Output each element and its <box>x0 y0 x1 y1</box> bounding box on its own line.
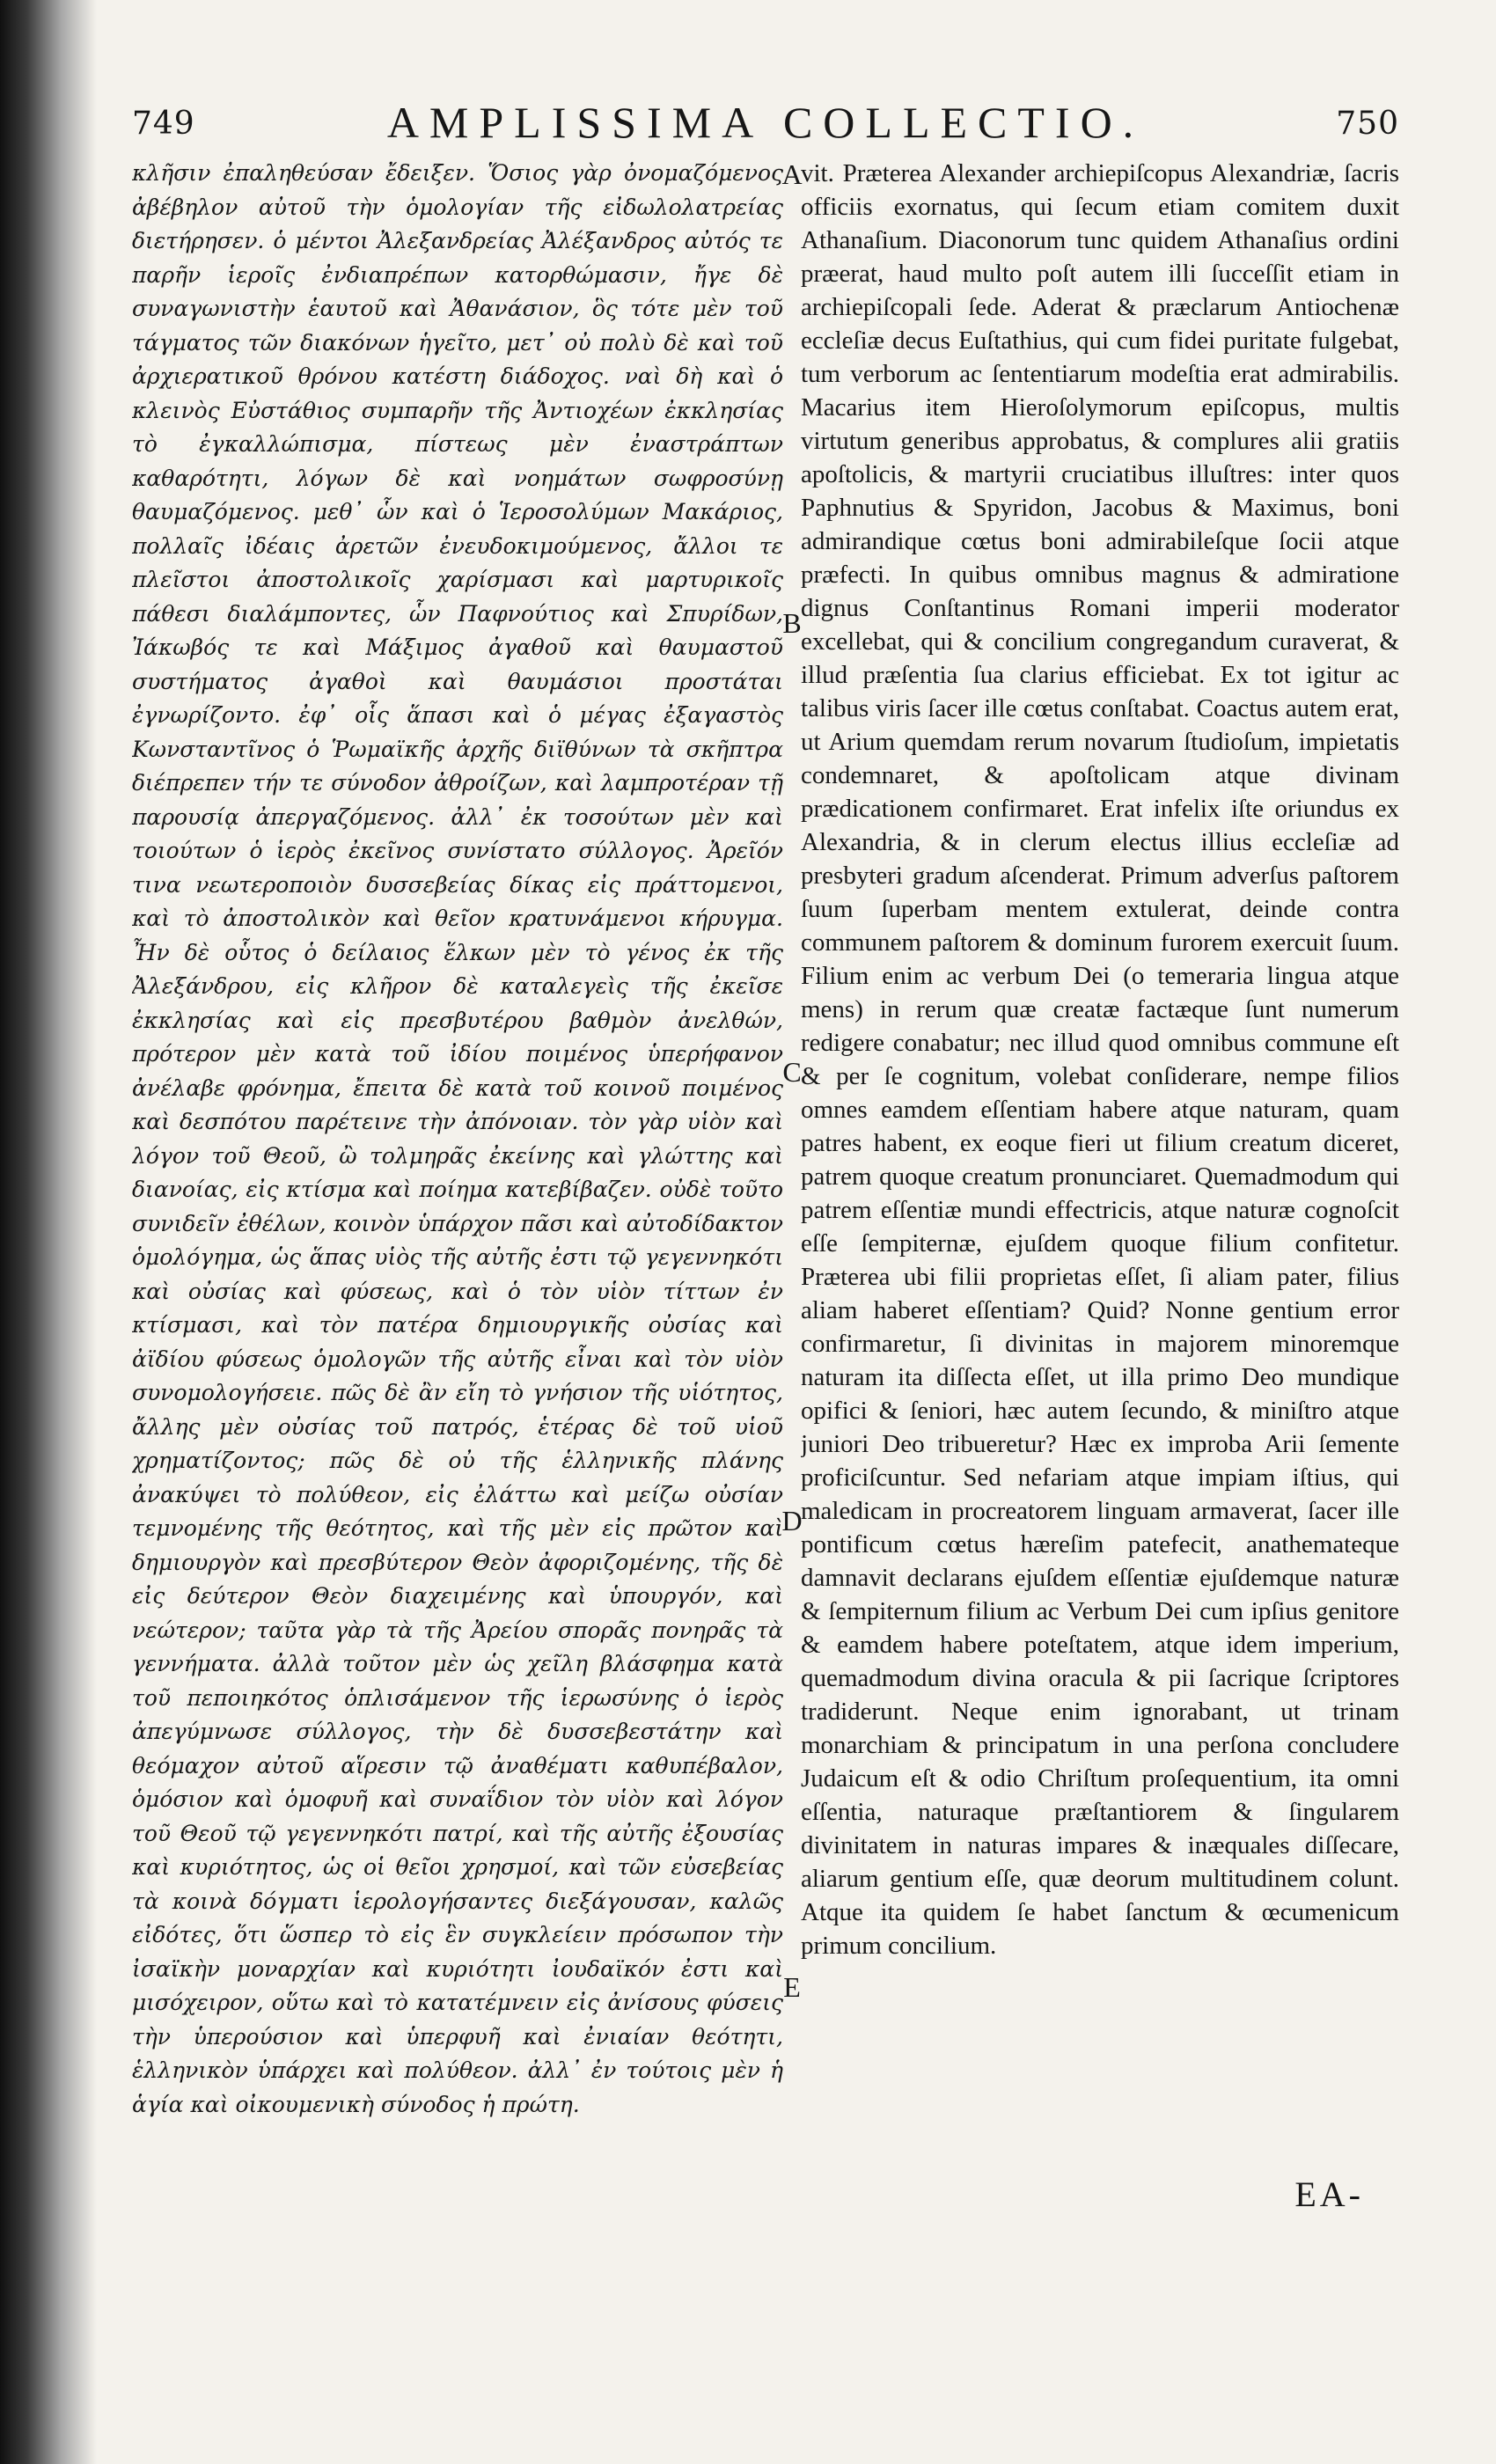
greek-column <box>132 157 783 2269</box>
running-head <box>132 97 1399 158</box>
page-number-right: 750 <box>1336 106 1399 142</box>
section-marker-c: C <box>782 1056 802 1088</box>
latin-column <box>801 157 1399 2269</box>
latin-text: vit. Præterea Alexander archiepiſcopus Alexandriæ, ſacris officiis exornatus, qui ſecum etiam comitem duxit Athanaſium. Diaconorum tunc quidem Athanaſius ordini præerat, haud multo poſt autem illi ſucceſſit etiam in archiepiſcopali ſede. Aderat & præclarum Antiochenæ eccleſiæ decus Euſtathius, qui cum fidei puritate fulgebat, tum verborum ac ſententiarum modeſtia erat admirabilis. Macarius item Hieroſolymorum epiſcopus, multis virtutum generibus approbatus, & complures alii gratiis apoſtolicis, & martyrii cruciatibus illuſtres: inter quos Paphnutius & Spyridon, Jacobus & Maximus, boni admirandique cœtus boni admirabileſque ſocii atque præfecti. In quibus omnibus magnus & admiratione dignus Conſtantinus Romani imperii moderator excellebat, qui & concilium congregandum curaverat, & illud præſentia ſua clarius efficiebat. Ex tot igitur ac talibus viris ſacer ille cœtus conſtabat. Coactus autem erat, ut Arium quemdam rerum novarum ſtudioſum, impietatis condemnaret, & apoſtolicam atque divinam prædicationem confirmaret. Erat infelix iſte oriundus ex Alexandria, & in clerum electus illius eccleſiæ ad presbyteri gradum aſcenderat. Primum adverſus paſtorem ſuum ſuperbam mentem extulerat, deinde contra communem paſtorem & dominum furorem exercuit ſuum. Filium enim ac verbum Dei (o temeraria lingua atque mens) in rerum quæ creatæ factæque ſunt numerum redigere conabatur; nec illud quod omnibus commune eſt & per ſe cognitum, volebat conſiderare, nempe filios omnes eamdem eſſentiam habere atque naturam, quam patres habent, ex eoque fieri ut filium creatum diceret, patrem quoque creatum pronunciaret. Quemadmodum qui patrem eſſentiæ mundi effectricis, atque naturæ cognoſcit eſſe ſempiternæ, ejuſdem quoque filium confitetur. Præterea ubi filii proprietas eſſet, ſi aliam pater, filius aliam haberet eſſentiam? Quid? Nonne gentium error confirmaretur, ſi divinitas in majorem minoremque naturam ita diſſecta eſſet, ut illa primo Deo mundique opifici & ſeniori, hæc autem ſecundo, & miniſtro atque juniori Deo tribueretur? Hæc ex improba Arii ſemente proficiſcuntur. Sed nefariam atque impiam iſtius, qui maledicam in procreatorem linguam armaverat, ſacer ille pontificum cœtus hæreſim patefecit, anathemateque damnavit declarans ejuſdem eſſentiæ ejuſdemque naturæ & ſempiternum filium ac Verbum Dei cum ipſius genitore & eamdem habere poteſtatem, atque idem imperium, quemadmodum divina oracula & pii ſacrique ſcriptores tradiderunt. Neque enim ignorabant, ut trinam monarchiam & principatum in una perſona concludere Judaicum eſt & odio Chriſtum proſequentium, ita omni eſſentia, naturaque præſtantiorem & ſingularem divinitatem in naturas impares & inæquales diſſecare, aliarum gentium eſſe, quæ deorum multitudinem colunt. Atque ita quidem ſe habet ſanctum & œcumenicum primum concilium. <box>801 159 1399 1960</box>
greek-text: κλῆσιν ἐπαληθεύσαν ἔδειξεν. Ὅσιος γὰρ ὀνομαζόμενος ἀβέβηλον αὐτοῦ τὴν ὁμολογίαν τῆς εἰδωλολατρείας διετήρησεν. ὁ μέντοι Ἀλεξανδρείας Ἀλέξανδρος αὐτός τε παρῆν ἱεροῖς ἐνδιαπρέπων κατορθώμασιν, ἤγε δὲ συναγωνιστὴν ἑαυτοῦ καὶ Ἀθανάσιον, ὃς τότε μὲν τοῦ τάγματος τῶν διακόνων ἡγεῖτο, μετ᾽ οὐ πολὺ δὲ καὶ τοῦ ἀρχιερατικοῦ θρόνου κατέστη διάδοχος. ναὶ δὴ καὶ ὁ κλεινὸς Εὐστάθιος συμπαρῆν τῆς Ἀντιοχέων ἐκκλησίας τὸ ἐγκαλλώπισμα, πίστεως μὲν ἐναστράπτων καθαρότητι, λόγων δὲ καὶ νοημάτων σωφροσύνῃ θαυμαζόμενος. μεθ᾽ ὧν καὶ ὁ Ἱεροσολύμων Μακάριος, πολλαῖς ἰδέαις ἀρετῶν ἐνευδοκιμούμενος, ἄλλοι τε πλεῖστοι ἀποστολικοῖς χαρίσμασι καὶ μαρτυρικοῖς πάθεσι διαλάμποντες, ὧν Παφνούτιος καὶ Σπυρίδων, Ἰάκωβός τε καὶ Μάξιμος ἀγαθοῦ καὶ θαυμαστοῦ συστήματος ἀγαθοὶ καὶ θαυμάσιοι προστάται ἐγνωρίζοντο. ἐφ᾽ οἷς ἅπασι καὶ ὁ μέγας ἐξαγαστὸς Κωνσταντῖνος ὁ Ῥωμαϊκῆς ἀρχῆς διϊθύνων τὰ σκῆπτρα διέπρεπεν τήν τε σύνοδον ἀθροίζων, καὶ λαμπροτέραν τῇ παρουσίᾳ ἀπεργαζόμενος. ἀλλ᾽ ἐκ τοσούτων μὲν καὶ τοιούτων ὁ ἱερὸς ἐκεῖνος συνίστατο σύλλογος. Ἀρεῖόν τινα νεωτεροποιὸν δυσσεβείας δίκας εἰς πράττομενοι, καὶ τὸ ἀποστολικὸν καὶ θεῖον κρατυνάμενοι κήρυγμα. Ἦν δὲ οὗτος ὁ δείλαιος ἕλκων μὲν τὸ γένος ἐκ τῆς Ἀλεξάνδρου, εἰς κλῆρον δὲ καταλεγεὶς τῆς ἐκεῖσε ἐκκλησίας καὶ εἰς πρεσβυτέρου βαθμὸν ἀνελθών, πρότερον μὲν κατὰ τοῦ ἰδίου ποιμένος ὑπερήφανον ἀνέλαβε φρόνημα, ἔπειτα δὲ κατὰ τοῦ κοινοῦ ποιμένος καὶ δεσπότου παρέτεινε τὴν ἀπόνοιαν. τὸν γὰρ υἱὸν καὶ λόγον τοῦ Θεοῦ, ὢ τολμηρᾶς ἐκείνης καὶ γλώττης καὶ διανοίας, εἰς κτίσμα καὶ ποίημα κατεβίβαζεν. οὐδὲ τοῦτο συνιδεῖν ἐθέλων, κοινὸν ὑπάρχον πᾶσι καὶ αὐτοδίδακτον ὁμολόγημα, ὡς ἅπας υἱὸς τῆς αὐτῆς ἐστι τῷ γεγεννηκότι καὶ οὐσίας καὶ φύσεως, καὶ ὁ τὸν υἱὸν τίττων ἐν κτίσμασι, καὶ τὸν πατέρα δημιουργικῆς οὐσίας καὶ ἀϊδίου φύσεως ὁμολογῶν τῆς αὐτῆς εἶναι καὶ τὸν υἱὸν συνομολογήσειε. πῶς δὲ ἂν εἴη τὸ γνήσιον τῆς υἱότητος, ἄλλης μὲν οὐσίας τοῦ πατρός, ἑτέρας δὲ τοῦ υἱοῦ χρηματίζοντος; πῶς δὲ οὐ τῆς ἑλληνικῆς πλάνης ἀνακύψει τὸ πολύθεον, εἰς ἐλάττω καὶ μείζω οὐσίαν τεμνομένης τῆς θεότητος, καὶ τῆς μὲν εἰς πρῶτον καὶ δημιουργὸν καὶ πρεσβύτερον Θεὸν ἀφοριζομένης, τῆς δὲ εἰς δεύτερον Θεὸν διαχειμένης καὶ ὑπουργόν, καὶ νεώτερον; ταῦτα γὰρ τὰ τῆς Ἀρείου σπορᾶς πονηρᾶς τὰ γεννήματα. ἀλλὰ τοῦτον μὲν ὡς χεῖλη βλάσφημα κατὰ τοῦ πεποιηκότος ὁπλισάμενον τῆς ἱερωσύνης ὁ ἱερὸς ἀπεγύμνωσε σύλλογος, τὴν δὲ δυσσεβεστάτην καὶ θεόμαχον αὐτοῦ αἵρεσιν τῷ ἀναθέματι καθυπέβαλον, ὁμόσιον καὶ ὁμοφυῆ καὶ συναΐδιον τὸν υἱὸν καὶ λόγον τοῦ Θεοῦ τῷ γεγεννηκότι πατρί, καὶ τῆς αὐτῆς ἐξουσίας καὶ κυριότητος, ὡς οἱ θεῖοι χρησμοί, καὶ τῶν εὐσεβείας τὰ κοινὰ δόγματι ἱερολογήσαντες διεξάγουσαν, καλῶς εἰδότες, ὅτι ὥσπερ τὸ εἰς ἓν συγκλείειν πρόσωπον τὴν ἰσαϊκὴν μοναρχίαν καὶ κυριότητι ἰουδαϊκόν ἐστι καὶ μισόχειρον, οὕτω καὶ τὸ κατατέμνειν εἰς ἀνίσους φύσεις τὴν ὑπερούσιον καὶ ὑπερφυῆ καὶ ἐνιαίαν θεότητι, ἑλληνικὸν ὑπάρχει καὶ πολύθεον. ἀλλ᾽ ἐν τούτοις μὲν ἡ ἁγία καὶ οἰκουμενικὴ σύνοδος ἡ πρώτη. <box>132 160 783 2117</box>
section-marker-d: D <box>781 1505 803 1536</box>
catchword: EA- <box>1294 2174 1364 2214</box>
running-title: AMPLISSIMA COLLECTIO. <box>386 98 1145 147</box>
page-edge-shadow <box>0 0 97 2464</box>
section-marker-e: E <box>783 1971 801 2003</box>
section-marker-b: B <box>782 607 802 639</box>
page-number-left: 749 <box>132 106 195 142</box>
book-page <box>132 79 1399 2411</box>
section-marker-a: A <box>781 158 803 190</box>
